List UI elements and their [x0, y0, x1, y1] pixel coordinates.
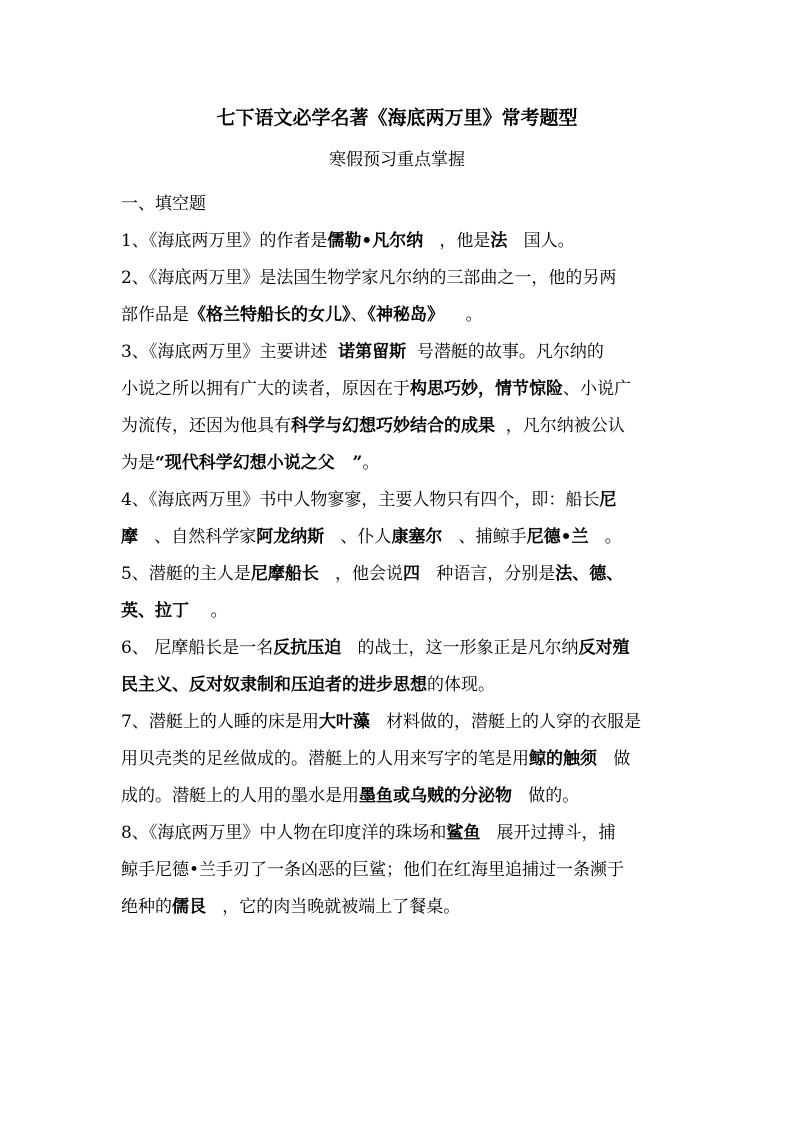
question-text: 。 [444, 305, 483, 325]
question-text: ，它的肉当晚就被端上了餐桌。 [206, 897, 461, 917]
question-text: 部作品是 [121, 305, 189, 325]
question-text: 7、潜艇上的人睡的床是用 [121, 712, 319, 732]
question-text: 8、《海底两万里》中人物在印度洋的珠场和 [121, 823, 447, 843]
question-text: 种语言，分别是 [420, 564, 556, 584]
text-line [121, 519, 677, 556]
question-text: 的体现。 [427, 675, 495, 695]
question-text: 的战士，这一形象正是凡尔纳 [341, 638, 579, 658]
question-text: 3、《海底两万里》主要讲述 [121, 342, 339, 362]
question-text: 6、 尼摩船长是一名 [121, 638, 274, 658]
answer-text: 诺第留斯 [338, 342, 407, 362]
document-subtitle: 寒假预习重点掌握 [329, 150, 465, 170]
question-text: 、 [350, 305, 368, 325]
answer-text: 鲸的触须 [529, 749, 597, 769]
question-text: 绝种的 [121, 897, 172, 917]
question-text: 成的。潜艇上的人用的墨水是用 [121, 786, 359, 806]
text-line [121, 593, 677, 630]
question-text: 、捕鲸手 [442, 527, 527, 547]
answer-text: 康塞尔 [391, 527, 443, 547]
answer-text: 民主义、反对奴隶制和压迫者的进步思想 [121, 675, 427, 695]
text-line [121, 889, 677, 926]
question-text: 、仆人 [324, 527, 392, 547]
question-text: 小说之所以拥有广大的读者，原因在于 [121, 379, 410, 399]
answer-text: 英、拉丁 [121, 601, 189, 621]
text-line [121, 630, 677, 667]
answer-text: 大叶藻 [318, 712, 370, 732]
question-text: 为是 [121, 453, 155, 473]
question-text: 一、填空题 [121, 194, 206, 214]
question-text: 、小说广 [563, 379, 631, 399]
answer-text: 尼 [599, 490, 617, 510]
text-line [121, 778, 677, 815]
question-text: 。 [189, 601, 228, 621]
question-text: 用贝壳类的足丝做成的。潜艇上的人用来写字的笔是用 [121, 749, 529, 769]
answer-text: 摩 [121, 527, 138, 547]
answer-text: 反对殖 [578, 638, 630, 658]
answer-text: 科学与幻想巧妙结合的成果 [291, 416, 495, 436]
text-line [121, 297, 677, 334]
text-line [121, 556, 677, 593]
question-text: 做 [597, 749, 631, 769]
answer-text: 法 [490, 231, 508, 251]
question-text: ，他是 [423, 231, 491, 251]
answer-text: 四 [403, 564, 421, 584]
text-line [121, 741, 677, 778]
text-line [121, 334, 677, 371]
answer-text: 《格兰特船长的女儿》 [189, 305, 351, 325]
text-line [121, 186, 677, 223]
question-text: ，他会说 [318, 564, 404, 584]
question-text: 。 [362, 453, 380, 473]
answer-text: 墨鱼或乌贼的分泌物 [359, 786, 512, 806]
question-text: ，凡尔纳被公认 [495, 416, 625, 436]
answer-text: 鲨鱼 [446, 823, 481, 843]
text-line [121, 371, 677, 408]
question-text: 4、《海底两万里》书中人物寥寥，主要人物只有四个，即：船长 [121, 490, 600, 510]
question-text: 鲸手尼德•兰手刃了一条凶恶的巨鲨；他们在红海里追捕过一条濒于 [121, 860, 625, 880]
question-text: 。 [588, 527, 622, 547]
question-text: 展开过搏斗，捕 [480, 823, 616, 843]
answer-text: 儒勒•凡尔纳 [327, 231, 424, 251]
text-line [121, 445, 677, 482]
answer-text: 构思巧妙，情节惊险 [410, 379, 563, 399]
text-line [121, 815, 677, 852]
answer-text: 儒艮 [172, 897, 206, 917]
question-text: 材料做的，潜艇上的人穿的衣服是 [369, 712, 642, 732]
document-title: 七下语文必学名著《海底两万里》常考题型 [216, 107, 578, 129]
answer-text: 反抗压迫 [273, 638, 342, 658]
question-text: 号潜艇的故事。凡尔纳的 [406, 342, 604, 362]
text-line [121, 260, 677, 297]
text-line [121, 667, 677, 704]
question-text: 国人。 [507, 231, 575, 251]
answer-text: 《神秘岛》 [367, 305, 444, 325]
question-text: 为流传，还因为他具有 [121, 416, 291, 436]
answer-text: 尼德•兰 [526, 527, 589, 547]
answer-text: 法、德、 [555, 564, 624, 584]
question-text: 1、《海底两万里》的作者是 [121, 231, 328, 251]
answer-text: “现代科学幻想小说之父 ” [155, 453, 363, 473]
text-line [121, 704, 677, 741]
document-body [121, 186, 677, 926]
question-text: 、自然科学家 [138, 527, 257, 547]
text-line [121, 223, 677, 260]
answer-text: 尼摩船长 [250, 564, 319, 584]
text-line [121, 852, 677, 889]
question-text: 2、《海底两万里》是法国生物学家凡尔纳的三部曲之一，他的另两 [121, 268, 617, 288]
answer-text: 阿龙纳斯 [256, 527, 325, 547]
text-line [121, 408, 677, 445]
question-text: 做的。 [512, 786, 580, 806]
text-line [121, 482, 677, 519]
question-text: 5、潜艇的主人是 [121, 564, 251, 584]
